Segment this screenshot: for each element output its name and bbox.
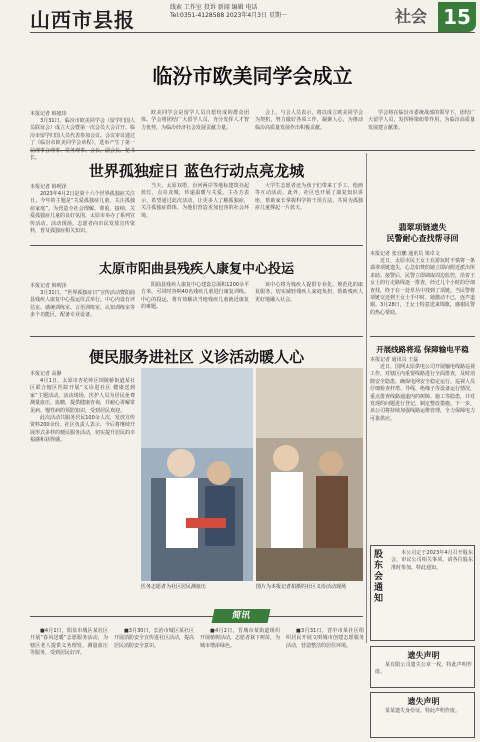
photo-left-caption: 医务志愿者为社区居民测血压 — [141, 584, 207, 590]
article4-byline: 本报记者 高静 — [30, 371, 62, 377]
article3-rule — [30, 336, 363, 337]
article1-col2: 欧美同学会是留学人员自愿结成的群众团体。学会将团结广大留学人员，充分发挥人才智力优势，为临汾经济社会发展贡献力量。 — [141, 110, 249, 131]
article3-col3: 该中心将为残疾人提供专业化、规范化的康复服务，切实减轻残疾人家庭负担，帮助残疾人更好地融入社会。 — [255, 282, 363, 303]
side2-rule — [370, 336, 475, 337]
brief-col4: ■3月31日，晋中市某社区组织居民开展文明城市创建志愿服务活动，营造整洁的居住环境。 — [286, 628, 364, 649]
side-column-divider — [366, 153, 367, 643]
article2-col2: 当天，太原双塔、汾河两岸等地标建筑亮起蓝灯，点亮龙城，传递温暖与关爱。主办方表示，希望通过此次活动，让更多人了解孤独症，关注孤独症群体，为他们营造更加包容的社会环境。 — [141, 183, 249, 219]
lost-notice-1-body: 某有限公司遗失公章一枚，特此声明作废。 — [375, 662, 472, 676]
lost-notice-1 — [370, 646, 475, 688]
briefs-rule — [30, 616, 363, 617]
photo-left-image — [141, 368, 253, 581]
article4-headline: 便民服务进社区 义诊活动暖人心 — [88, 348, 305, 366]
section-label: 社会 — [395, 7, 428, 26]
header-meta-line1: 线索 工作室 投诉 新闻 编辑 电话 — [170, 4, 258, 11]
photo-right — [256, 368, 363, 581]
briefs-tag: 简讯 — [212, 609, 271, 623]
article1-col4: 学会将在临汾市委统战部的领导下，团结广大留学人员，发挥桥梁纽带作用，为临汾高质量发展建言献策。 — [368, 110, 475, 131]
article1-byline: 本报记者 韩旭玮 — [30, 111, 67, 117]
lost-notice-2 — [370, 692, 475, 738]
shareholder-notice-title: 股东会通知 — [374, 550, 384, 604]
photo-right-caption: 图片为本报记者拍摄的社区义诊活动现场 — [256, 584, 347, 590]
article1-headline: 临汾市欧美同学会成立 — [152, 64, 353, 88]
header-rule — [30, 32, 475, 33]
side1-byline: 本报记者 张宜鹏 通讯员 梁卓文 — [370, 251, 440, 257]
article2-col1: 2023年4月2日是第十六个世界孤独症关注日。今年的主题是“关爱孤独症儿童，关注孤独症家庭”。为营造全社会理解、尊重、接纳、关爱孤独症儿童的良好氛围，太原市举办了系列宣传活动。活动现场，志愿者向市民发放宣传资料，普及孤独症相关知识。 — [30, 191, 136, 235]
shareholder-notice-body: 本公司定于2023年4月召开股东会，审议公司相关事项，请各位股东准时参加。特此通知。 — [391, 550, 473, 571]
article3-byline: 本报记者 韩明泽 — [30, 283, 67, 289]
article3-col1: 3月31日，“世界孤独症日”宣传活动暨阳曲县残疾人康复中心投运仪式举行。中心内设有评估室、感统训练室、言语训练室、认知训练室等多个功能区，配备专业设备。 — [30, 290, 136, 319]
lost-notice-2-title: 遗失声明 — [407, 697, 440, 706]
article1-rule — [30, 150, 475, 151]
brief-col3: ■4月2日，晋城市某街道组织开展植树活动，志愿者栽下树苗，为城市增添绿色。 — [200, 628, 281, 649]
page-number: 15 — [438, 2, 476, 32]
side1-body: 近日，太原市民王女士在游玩时不慎将一条翡翠项链遗失，心急如焚的她立即向附近派出所求助。接警后，民警立即调取周边监控，沿着王女士的行走路线逐一排查，经过几个小时的仔细查找，终于在一处草丛中找到了项链。当民警将项链交还到王女士手中时，她激动不已，连声道谢。3月28日，王女士特意送来锦旗，感谢民警的热心帮助。 — [370, 258, 476, 316]
brief-col1: ■4月1日，阳泉市城区某社区开展“春风送暖”志愿服务活动，为辖区老人提供义务理发、测量血压等服务，受到居民好评。 — [30, 628, 108, 657]
article1-col1: 3月31日，临汾市欧美同学会（留学归国人员联谊会）成立大会暨第一次会员大会召开。临汾市留学归国人员代表参加会议。会议审议通过了《临汾市欧美同学会章程》，选举产生了第一 长。 — [30, 118, 136, 162]
newspaper-logo: 山西市县报 — [30, 8, 135, 32]
photo-right-image — [256, 368, 363, 581]
header-meta-line2: Tel:0351-4128588 2023年4月3日 星期一 — [170, 12, 287, 19]
side1-headline-line2: 民警耐心查找帮寻回 — [386, 234, 459, 243]
side2-body: 近日，国网太原供电公司开展输电线路巡视工作，对辖区内重要线路进行全面排查，及时消除安全隐患，确保电网安全稳定运行。巡视人员仔细检查杆塔、导线、绝缘子等设备运行情况，重点排查线路通道内的树障、施工等隐患，并对发现的问题进行登记，制定整改措施。下一步，该公司将持续加强线路运维管理，全力保障电力可靠供应。 — [370, 364, 476, 422]
lost-notice-1-title: 遗失声明 — [407, 651, 440, 660]
article3-col2: 阳曲县残疾人康复中心建设总面积1200余平方米，可同时容纳40名残疾儿童进行康复训练。中心的投运，将有效解决当地残疾儿童就近康复的难题。 — [141, 282, 249, 311]
article3-headline: 太原市阳曲县残疾人康复中心投运 — [98, 262, 294, 277]
photo-left — [141, 368, 253, 581]
article4-col1: 4月1日，太原市杏花岭区坝陵桥街道某社区联合辖区医院开展“义诊进社区 健康送到家”主题活动。活动现场，医护人员为居民免费测量血压、血糖，提供健康咨询，并耐心讲解常见病、慢性病的预防知识，受到居民欢迎。 此次活动共服务居民100余人次，发放宣传资料200余份。社区负责人表示，今后将继续开展形式多样的便民服务活动，切实提升居民的幸福感和获得感。 — [30, 378, 136, 444]
article2-rule — [30, 245, 363, 246]
header-meta — [170, 4, 400, 20]
side2-byline: 本报记者 通讯员 王磊 — [370, 357, 419, 363]
side1-headline — [370, 222, 475, 244]
article2-col3: 大学生志愿者还为孩子们带来了手工、绘画等互动活动。此外，社区也开展了康复知识讲座，帮助家长掌握科学的干预方法，共同为孤独症儿童撑起一片蓝天。 — [255, 183, 363, 212]
article2-headline: 世界孤独症日 蓝色行动点亮龙城 — [88, 162, 305, 180]
lost-notice-2-body: 某某遗失身份证，特此声明作废。 — [385, 708, 461, 714]
side1-headline-line1: 翡翠项链遗失 — [398, 223, 447, 232]
article1-col3: 会上，与会人员表示，将以成立欧美同学会为契机，努力做好各项工作，凝聚人心，为推动临汾高质量发展作出积极贡献。 — [255, 110, 363, 131]
masthead — [0, 0, 480, 42]
brief-col2: ■3月30日，长治市城区某社区开展消防安全宣传进社区活动，提高居民消防安全意识。 — [114, 628, 195, 649]
shareholder-notice — [370, 545, 475, 641]
article2-byline: 本报记者 韩明泽 — [30, 184, 67, 190]
side2-headline: 开展线路将巡 保障输电平稳 — [376, 345, 469, 354]
